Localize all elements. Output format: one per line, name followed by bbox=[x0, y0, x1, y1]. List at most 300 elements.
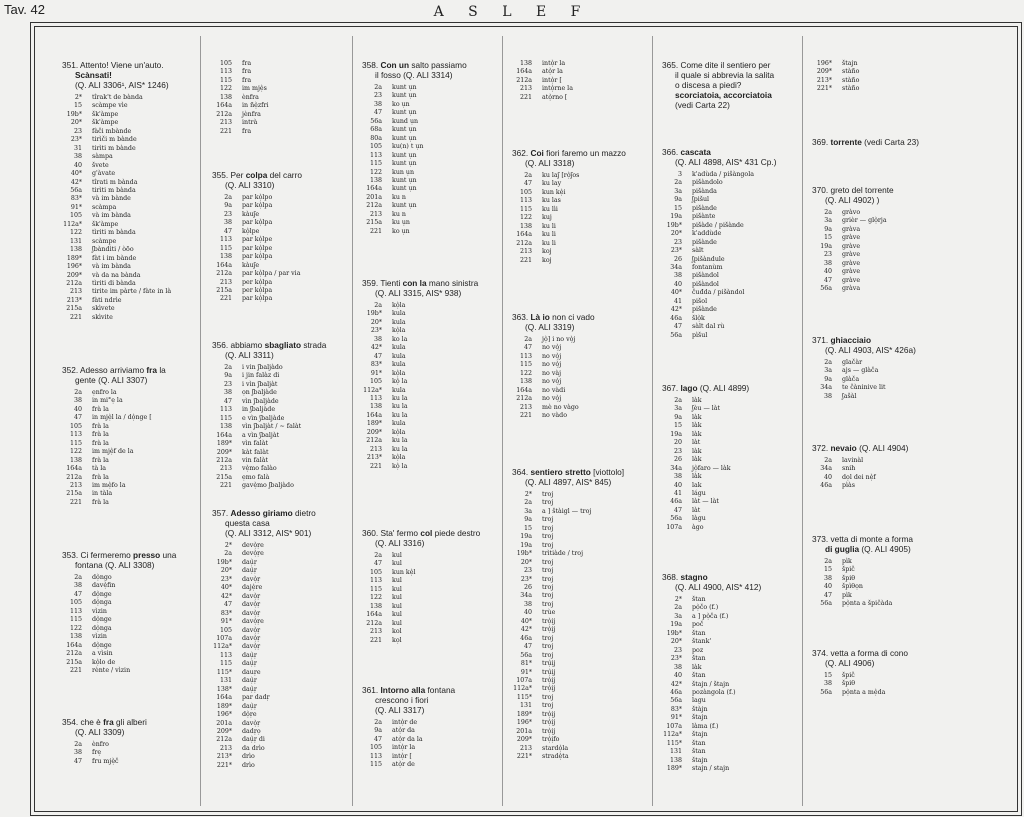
locality-code: 34a bbox=[820, 465, 832, 473]
locality-code: 19b* bbox=[666, 629, 682, 637]
locality-code: 122 bbox=[519, 214, 532, 222]
dialect-form: tîrak't de bànda bbox=[92, 94, 143, 101]
list-item bbox=[62, 667, 176, 675]
dialect-form: trọ̀ịj bbox=[542, 685, 556, 693]
locality-code: 115 bbox=[219, 244, 232, 252]
locality-code: 47 bbox=[73, 414, 82, 422]
dialect-form: a ] štàigl — troj bbox=[542, 507, 592, 515]
list-item bbox=[512, 370, 595, 378]
heading-text: abbiamo bbox=[230, 340, 265, 350]
heading-line bbox=[62, 375, 166, 385]
dialect-form: ku(n) t ụn bbox=[392, 143, 424, 151]
list-item bbox=[62, 650, 176, 658]
dialect-form: daụ̀ṛ bbox=[242, 685, 257, 693]
dialect-form: koj bbox=[542, 256, 552, 264]
heading-line bbox=[62, 365, 166, 375]
dialect-form: troj bbox=[542, 524, 554, 532]
dialect-form: pọ̀čo (f.) bbox=[692, 604, 719, 612]
dialect-form: kuj bbox=[542, 214, 552, 222]
list-item bbox=[662, 272, 776, 280]
locality-code: 131 bbox=[69, 237, 82, 245]
dialect-form: da drìo bbox=[242, 744, 265, 752]
dialect-form: ku lay bbox=[542, 180, 562, 188]
dialect-form: troj bbox=[542, 567, 554, 575]
list-item bbox=[62, 153, 171, 161]
list-item bbox=[362, 109, 467, 117]
list-item bbox=[212, 270, 302, 278]
locality-code: 113 bbox=[219, 406, 232, 414]
locality-code: 213 bbox=[519, 85, 532, 93]
heading-line bbox=[662, 90, 774, 100]
list-item bbox=[662, 748, 761, 756]
locality-code: 213 bbox=[69, 481, 82, 489]
list-item bbox=[512, 508, 624, 516]
list-item bbox=[512, 387, 595, 395]
list-item bbox=[212, 728, 316, 736]
heading-line bbox=[362, 60, 467, 70]
dialect-form: par kọ̀lpe bbox=[242, 236, 273, 244]
list-item bbox=[812, 251, 894, 259]
locality-code: 19b* bbox=[666, 221, 682, 229]
list-item bbox=[62, 499, 166, 507]
locality-code: 15 bbox=[673, 422, 682, 430]
locality-code: 19a bbox=[820, 242, 832, 250]
entry-heading bbox=[662, 60, 774, 110]
dialect-form: troj bbox=[542, 643, 554, 651]
dialect-form: g'àvate bbox=[92, 170, 116, 178]
list-item bbox=[62, 582, 176, 590]
locality-code: 2a bbox=[374, 719, 382, 726]
list-item bbox=[662, 422, 749, 430]
locality-code: 40 bbox=[673, 481, 682, 489]
dialect-form: čuđda / pišàndol bbox=[692, 289, 745, 297]
heading-text: crescono i fiori bbox=[375, 695, 429, 705]
locality-code: 209* bbox=[366, 428, 382, 436]
heading-text: (Q. ALI 3306¹, AIS* 1246) bbox=[75, 80, 169, 90]
locality-code: 105 bbox=[219, 60, 232, 67]
list-item bbox=[512, 542, 624, 550]
list-item bbox=[62, 263, 171, 271]
list-item bbox=[212, 219, 302, 227]
dialect-form: švete bbox=[92, 161, 109, 169]
list-item bbox=[212, 432, 326, 440]
entry-heading bbox=[62, 60, 171, 90]
list-item bbox=[512, 412, 595, 420]
locality-code: 23 bbox=[223, 210, 232, 218]
locality-code: 189* bbox=[216, 702, 232, 710]
form-list bbox=[812, 60, 859, 94]
form-list bbox=[62, 574, 176, 675]
entry-heading bbox=[362, 685, 455, 715]
dialect-form: trọ̀ịj bbox=[542, 626, 556, 634]
dialect-form: davọ̀ṛ bbox=[242, 601, 261, 609]
list-item bbox=[212, 295, 302, 303]
locality-code: 213 bbox=[219, 744, 232, 752]
locality-code: 2a bbox=[374, 84, 382, 91]
locality-code: 42* bbox=[520, 626, 532, 634]
form-list bbox=[812, 672, 908, 697]
dialect-form: tà la bbox=[92, 465, 107, 473]
locality-code: 19b* bbox=[516, 550, 532, 558]
locality-code: 47 bbox=[673, 323, 682, 331]
heading-line bbox=[512, 322, 595, 332]
locality-code: 2a bbox=[674, 397, 682, 404]
list-item bbox=[812, 566, 913, 574]
entry bbox=[812, 60, 859, 94]
dialect-form: gràve bbox=[842, 276, 861, 284]
dialect-form: kọ̀la bbox=[392, 428, 406, 436]
heading-text: salto passiamo bbox=[409, 60, 467, 70]
list-item bbox=[362, 118, 467, 126]
dialect-form: và im bànda bbox=[92, 212, 131, 220]
heading-line bbox=[512, 158, 626, 168]
locality-code: 47 bbox=[223, 601, 232, 609]
form-list bbox=[812, 558, 913, 609]
dialect-form: troj bbox=[542, 702, 554, 710]
heading-line bbox=[512, 148, 626, 158]
dialect-form: lagu bbox=[692, 697, 706, 705]
dialect-form: štajn bbox=[842, 60, 858, 67]
locality-code: 23 bbox=[673, 646, 682, 654]
heading-text: Come dite il sentiero per bbox=[680, 60, 771, 70]
plate-number: Tav. 42 bbox=[4, 2, 45, 17]
heading-line bbox=[812, 648, 908, 658]
list-item bbox=[512, 214, 626, 222]
entry-number: 353. bbox=[62, 550, 81, 560]
list-item bbox=[512, 736, 624, 744]
list-item bbox=[62, 457, 166, 465]
list-item bbox=[362, 403, 478, 411]
locality-code: 91* bbox=[220, 618, 232, 626]
list-item bbox=[212, 364, 326, 372]
entry-number: 355. bbox=[212, 170, 231, 180]
dialect-form: frẹ bbox=[92, 749, 102, 757]
list-item bbox=[212, 68, 269, 76]
entry-number: 369. bbox=[812, 137, 831, 147]
dialect-form: par dadṛ bbox=[242, 694, 270, 702]
dialect-form: te čàninive lit bbox=[842, 384, 886, 392]
list-item bbox=[212, 703, 316, 711]
form-list bbox=[512, 172, 626, 265]
heading-line bbox=[662, 100, 774, 110]
locality-code: 19a bbox=[520, 533, 532, 541]
locality-code: 3 bbox=[677, 171, 682, 178]
list-item bbox=[662, 723, 761, 731]
locality-code: 91* bbox=[70, 203, 82, 211]
entry-heading bbox=[662, 383, 749, 393]
list-item bbox=[62, 145, 171, 153]
locality-code: 20* bbox=[70, 119, 82, 127]
dialect-form: rènte / vìzin bbox=[92, 666, 131, 674]
list-item bbox=[662, 315, 776, 323]
dialect-form: troj bbox=[542, 575, 554, 583]
list-item bbox=[212, 440, 326, 448]
list-item bbox=[662, 264, 776, 272]
locality-code: 115 bbox=[219, 660, 232, 668]
list-item bbox=[362, 446, 478, 454]
dialect-form: pišàde / pišànde bbox=[692, 221, 744, 229]
dialect-form: trùe bbox=[542, 609, 556, 617]
dialect-form: ku li bbox=[542, 231, 556, 239]
dialect-form: fra bbox=[242, 127, 252, 135]
dialect-form: daụ̀ṛ bbox=[242, 558, 257, 566]
heading-line bbox=[662, 572, 761, 582]
list-item bbox=[212, 194, 302, 202]
dialect-form: kul bbox=[392, 619, 402, 627]
heading-line bbox=[362, 695, 455, 705]
heading-line bbox=[812, 185, 894, 195]
locality-code: 221* bbox=[216, 761, 232, 769]
list-item bbox=[662, 205, 776, 213]
column-divider bbox=[502, 36, 503, 806]
dialect-form: pišàndol bbox=[692, 280, 719, 288]
locality-code: 212a bbox=[366, 202, 382, 210]
list-item bbox=[362, 437, 478, 445]
list-item bbox=[62, 280, 171, 288]
list-item bbox=[512, 677, 624, 685]
list-item bbox=[212, 381, 326, 389]
locality-code: 107a bbox=[216, 634, 232, 642]
locality-code: 2a bbox=[674, 179, 682, 187]
locality-code: 3a bbox=[524, 507, 532, 515]
heading-line bbox=[62, 60, 171, 70]
locality-code: 122 bbox=[369, 594, 382, 602]
list-item bbox=[362, 761, 455, 769]
form-list bbox=[212, 60, 269, 136]
dialect-form: gràve bbox=[842, 259, 861, 267]
locality-code: 212a bbox=[366, 437, 382, 445]
locality-code: 19b* bbox=[366, 310, 382, 318]
locality-code: 42* bbox=[370, 344, 382, 352]
dialect-form: kula bbox=[392, 344, 406, 352]
dialect-form: atọ̀rno [ bbox=[542, 93, 568, 101]
locality-code: 115 bbox=[519, 361, 532, 369]
list-item bbox=[812, 575, 913, 583]
locality-code: 20* bbox=[670, 230, 682, 238]
heading-text: gente (Q. ALI 3307) bbox=[75, 375, 148, 385]
list-item bbox=[512, 618, 624, 626]
dialect-form: kọ̀lo de bbox=[92, 658, 116, 666]
locality-code: 196* bbox=[816, 60, 832, 67]
list-item bbox=[362, 594, 480, 602]
dialect-form: gràve bbox=[842, 234, 861, 242]
locality-code: 164a bbox=[516, 231, 532, 239]
dialect-form: kàuʃe bbox=[242, 261, 260, 269]
locality-code: 9a bbox=[824, 375, 832, 383]
list-item bbox=[62, 574, 176, 582]
dialect-form: kunt ụn bbox=[392, 126, 417, 134]
dialect-form: tìriti m bànda bbox=[92, 229, 136, 237]
list-item bbox=[62, 314, 171, 322]
heading-text: Ci fermeremo bbox=[80, 550, 134, 560]
entry bbox=[362, 685, 455, 770]
dialect-form: štajn bbox=[692, 756, 708, 764]
list-item bbox=[62, 288, 171, 296]
heading-line bbox=[812, 335, 916, 345]
heading-text: ghiacciaio bbox=[830, 335, 872, 345]
heading-line bbox=[662, 80, 774, 90]
locality-code: 46a bbox=[520, 634, 532, 642]
dialect-form: trọ̀ịj bbox=[542, 617, 556, 625]
locality-code: 38 bbox=[823, 259, 832, 267]
dialect-form: và da na bànda bbox=[92, 271, 141, 279]
dialect-form: kol bbox=[392, 628, 402, 636]
list-item bbox=[512, 206, 626, 214]
list-item bbox=[212, 550, 316, 558]
list-item bbox=[812, 457, 908, 465]
dialect-form: jọ̀] i no vọ̀j bbox=[542, 336, 576, 343]
entry-heading bbox=[812, 443, 908, 453]
list-item bbox=[512, 172, 626, 180]
entry-heading bbox=[62, 365, 166, 385]
dialect-form: stardọ̀la bbox=[542, 744, 569, 752]
list-item bbox=[62, 758, 147, 766]
list-item bbox=[212, 77, 269, 85]
dialect-form: kọ̀ la bbox=[392, 378, 408, 386]
dialect-form: i jin falàz di bbox=[242, 372, 280, 380]
list-item bbox=[212, 262, 302, 270]
entry-heading bbox=[62, 550, 176, 570]
list-item bbox=[662, 247, 776, 255]
dialect-form: vìzin bbox=[92, 633, 107, 641]
dialect-form: àgo bbox=[692, 523, 704, 531]
heading-text: (Q. ALI 3310) bbox=[225, 180, 275, 190]
locality-code: 19a bbox=[670, 430, 682, 438]
locality-code: 164a bbox=[216, 431, 232, 439]
heading-line bbox=[362, 278, 478, 288]
locality-code: 221 bbox=[219, 482, 232, 490]
dialect-form: stàño bbox=[842, 68, 860, 76]
locality-code: 19a bbox=[670, 213, 682, 221]
locality-code: 26 bbox=[673, 456, 682, 464]
entry-number: 372. bbox=[812, 443, 831, 453]
locality-code: 212a bbox=[66, 279, 82, 287]
heading-text: (Q. ALI 4902) ) bbox=[825, 195, 880, 205]
dialect-form: pišànde bbox=[692, 306, 717, 314]
list-item bbox=[662, 613, 761, 621]
entry-number: 357. bbox=[212, 508, 231, 518]
list-item bbox=[662, 757, 761, 765]
heading-text: fiori faremo un mazzo bbox=[543, 148, 626, 158]
locality-code: 107a bbox=[666, 722, 682, 730]
list-item bbox=[812, 393, 916, 401]
locality-code: 56a bbox=[520, 651, 532, 659]
list-item bbox=[812, 60, 859, 68]
list-item bbox=[362, 454, 478, 462]
locality-code: 164a bbox=[66, 641, 82, 649]
dialect-form: davọ̀ṛ bbox=[242, 609, 261, 617]
list-item bbox=[662, 596, 761, 604]
dialect-form: vẹ̀mo falào bbox=[242, 465, 277, 473]
list-item bbox=[512, 660, 624, 668]
locality-code: 3a bbox=[674, 405, 682, 413]
entry-heading bbox=[662, 572, 761, 592]
list-item bbox=[62, 616, 176, 624]
locality-code: 105 bbox=[69, 599, 82, 607]
locality-code: 196* bbox=[66, 263, 82, 271]
heading-text: (Q. ALI 4897, AIS* 845) bbox=[525, 477, 612, 487]
dialect-form: vìn falàt bbox=[242, 440, 269, 448]
list-item bbox=[212, 111, 269, 119]
list-item bbox=[662, 179, 776, 187]
locality-code: 56a bbox=[820, 688, 832, 696]
locality-code: 15 bbox=[823, 234, 832, 242]
column-divider bbox=[352, 36, 353, 806]
list-item bbox=[662, 439, 749, 447]
list-item bbox=[512, 592, 624, 600]
dialect-form: vìn ʃbaljàde bbox=[242, 397, 279, 405]
list-item bbox=[62, 448, 166, 456]
dialect-form: in mjẹ̀l la / dọ̀nge [ bbox=[92, 414, 152, 422]
dialect-form: trọ̀ịj bbox=[542, 719, 556, 727]
locality-code: 56a bbox=[670, 515, 682, 523]
locality-code: 38 bbox=[223, 219, 232, 227]
list-item bbox=[362, 370, 478, 378]
heading-text: (Q. ALI 3317) bbox=[375, 705, 425, 715]
locality-code: 40 bbox=[73, 161, 82, 169]
locality-code: 2a bbox=[524, 336, 532, 343]
heading-text: (vedi Carta 22) bbox=[675, 100, 730, 110]
dialect-form: scàmpe vìe bbox=[92, 102, 128, 110]
list-item bbox=[62, 94, 171, 102]
list-item bbox=[212, 610, 316, 618]
dialect-form: par kọ̀lpa bbox=[242, 202, 273, 210]
locality-code: 122 bbox=[69, 448, 82, 456]
dialect-form: làk bbox=[692, 422, 702, 430]
dialect-form: lágu bbox=[692, 489, 706, 497]
list-item bbox=[812, 234, 894, 242]
list-item bbox=[362, 552, 480, 560]
list-item bbox=[512, 336, 595, 344]
heading-text: (Q. ALI 3311) bbox=[225, 350, 274, 360]
list-item bbox=[212, 457, 326, 465]
locality-code: 23* bbox=[520, 575, 532, 583]
locality-code: 164a bbox=[216, 102, 232, 110]
dialect-form: ʃpišul bbox=[692, 196, 710, 204]
locality-code: 9a bbox=[674, 196, 682, 204]
locality-code: 2a bbox=[74, 741, 82, 748]
list-item bbox=[362, 744, 455, 752]
locality-code: 56a bbox=[670, 331, 682, 339]
dialect-form: trọ̀ịfo bbox=[542, 736, 560, 744]
locality-code: 221 bbox=[369, 227, 382, 235]
heading-text: scorciatoia, accorciatoia bbox=[675, 90, 772, 100]
dialect-form: gràvo bbox=[842, 209, 861, 216]
locality-code: 112a* bbox=[213, 643, 232, 651]
dialect-form: frà la bbox=[92, 456, 109, 464]
locality-code: 189* bbox=[216, 440, 232, 448]
list-item bbox=[512, 344, 595, 352]
list-item bbox=[812, 277, 894, 285]
heading-text: Là io bbox=[530, 312, 553, 322]
dialect-form: kul bbox=[392, 560, 402, 568]
locality-code: 213 bbox=[69, 288, 82, 296]
list-item bbox=[662, 498, 749, 506]
locality-code: 38 bbox=[823, 392, 832, 400]
locality-code: 212a bbox=[516, 395, 532, 403]
list-item bbox=[512, 626, 624, 634]
locality-code: 2* bbox=[224, 542, 232, 549]
dialect-form: ku laʃ [rọ̀ʃos bbox=[542, 172, 580, 179]
form-list bbox=[62, 741, 147, 766]
locality-code: 189* bbox=[366, 420, 382, 428]
dialect-form: troj bbox=[542, 634, 554, 642]
dialect-form: kunt ụn bbox=[392, 176, 417, 184]
list-item bbox=[362, 169, 467, 177]
entry bbox=[212, 508, 316, 770]
dialect-form: špič bbox=[842, 672, 855, 679]
dialect-form: vìn ʃbaljàt / ∼ falàt bbox=[242, 423, 302, 431]
